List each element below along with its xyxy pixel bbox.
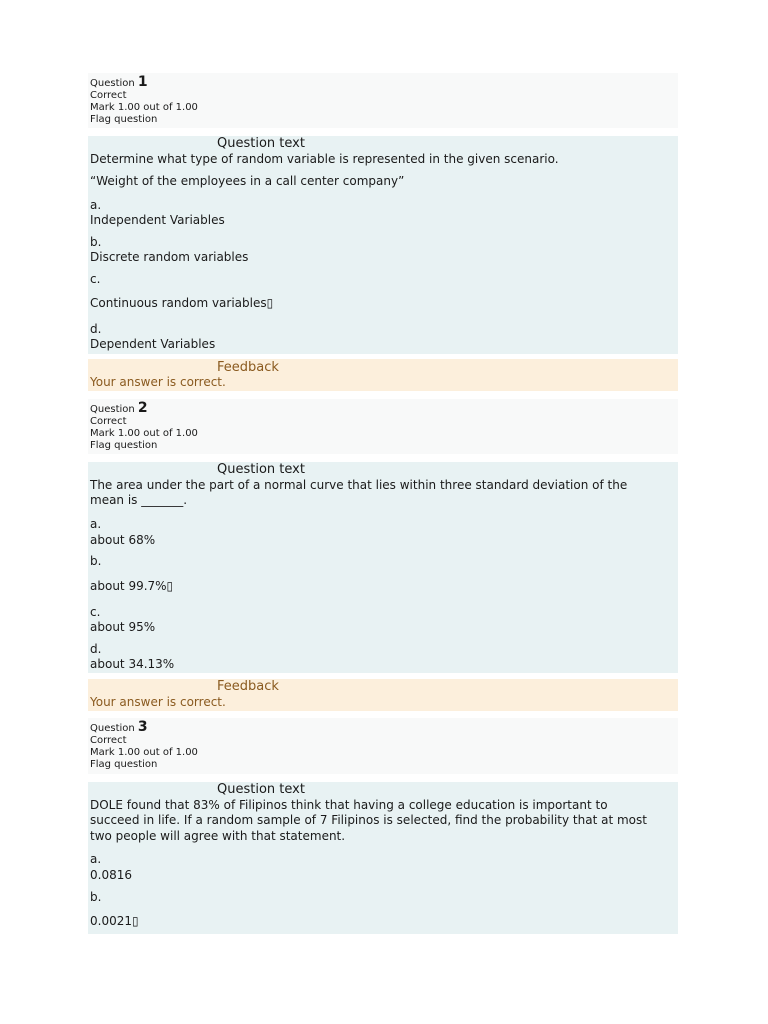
question-prompt: Determine what type of random variable is represented in the given scenario.	[90, 152, 559, 166]
option-d-text[interactable]: about 34.13%	[90, 657, 175, 671]
option-b-text[interactable]: Discrete random variables	[90, 250, 249, 264]
question-label: Question	[90, 78, 135, 89]
option-d-text[interactable]: Dependent Variables	[90, 337, 216, 351]
question-2-text-box	[88, 462, 678, 673]
option-b-letter: b.	[90, 554, 102, 568]
option-b-letter: b.	[90, 235, 102, 249]
question-scenario: “Weight of the employees in a call center company”	[90, 174, 405, 188]
option-a-letter: a.	[90, 517, 102, 531]
question-mark: Mark 1.00 out of 1.00	[90, 102, 198, 113]
option-b-text[interactable]: about 99.7%▯	[90, 579, 174, 593]
question-number: 2	[137, 400, 148, 416]
question-3-heading	[90, 721, 676, 735]
question-prompt-line-3: two people will agree with that statement.	[90, 829, 346, 843]
question-status: Correct	[90, 416, 127, 427]
question-prompt-line-1: The area under the part of a normal curve that lies within three standard deviation of the	[90, 478, 628, 492]
option-b-text[interactable]: 0.0021▯	[90, 914, 139, 928]
question-prompt-line-2: succeed in life. If a random sample of 7 Filipinos is selected, find the probability that at most	[90, 813, 647, 827]
option-a-letter: a.	[90, 198, 102, 212]
question-text-title: Question text	[217, 462, 305, 477]
option-c-letter: c.	[90, 605, 101, 619]
question-1-info	[88, 73, 678, 128]
question-mark: Mark 1.00 out of 1.00	[90, 428, 198, 439]
option-a-letter: a.	[90, 852, 102, 866]
flag-question-link[interactable]: Flag question	[90, 759, 158, 770]
option-c-text[interactable]: Continuous random variables▯	[90, 296, 274, 310]
question-text-title: Question text	[217, 136, 305, 151]
question-label: Question	[90, 404, 135, 415]
question-prompt-line-1: DOLE found that 83% of Filipinos think that having a college education is important to	[90, 798, 608, 812]
question-1-feedback	[88, 359, 678, 391]
question-3-info	[88, 718, 678, 774]
question-mark: Mark 1.00 out of 1.00	[90, 747, 198, 758]
option-d-letter: d.	[90, 322, 102, 336]
flag-question-link[interactable]: Flag question	[90, 440, 158, 451]
question-1-heading	[90, 76, 676, 90]
question-number: 3	[137, 719, 148, 735]
feedback-title: Feedback	[217, 679, 279, 694]
option-d-letter: d.	[90, 642, 102, 656]
flag-question-link[interactable]: Flag question	[90, 114, 158, 125]
question-1-text-box	[88, 136, 678, 354]
question-status: Correct	[90, 90, 127, 101]
feedback-text: Your answer is correct.	[90, 375, 226, 389]
option-a-text[interactable]: Independent Variables	[90, 213, 225, 227]
question-prompt-line-2: mean is _______.	[90, 493, 188, 507]
feedback-text: Your answer is correct.	[90, 695, 226, 709]
feedback-title: Feedback	[217, 360, 279, 375]
question-2-info	[88, 399, 678, 454]
option-b-letter: b.	[90, 890, 102, 904]
question-status: Correct	[90, 735, 127, 746]
question-number: 1	[137, 74, 148, 90]
option-a-text[interactable]: 0.0816	[90, 868, 132, 882]
question-text-title: Question text	[217, 782, 305, 797]
question-label: Question	[90, 723, 135, 734]
question-3-text-box	[88, 782, 678, 934]
question-2-heading	[90, 402, 676, 416]
option-a-text[interactable]: about 68%	[90, 533, 156, 547]
question-2-feedback	[88, 679, 678, 711]
option-c-letter: c.	[90, 272, 101, 286]
option-c-text[interactable]: about 95%	[90, 620, 156, 634]
